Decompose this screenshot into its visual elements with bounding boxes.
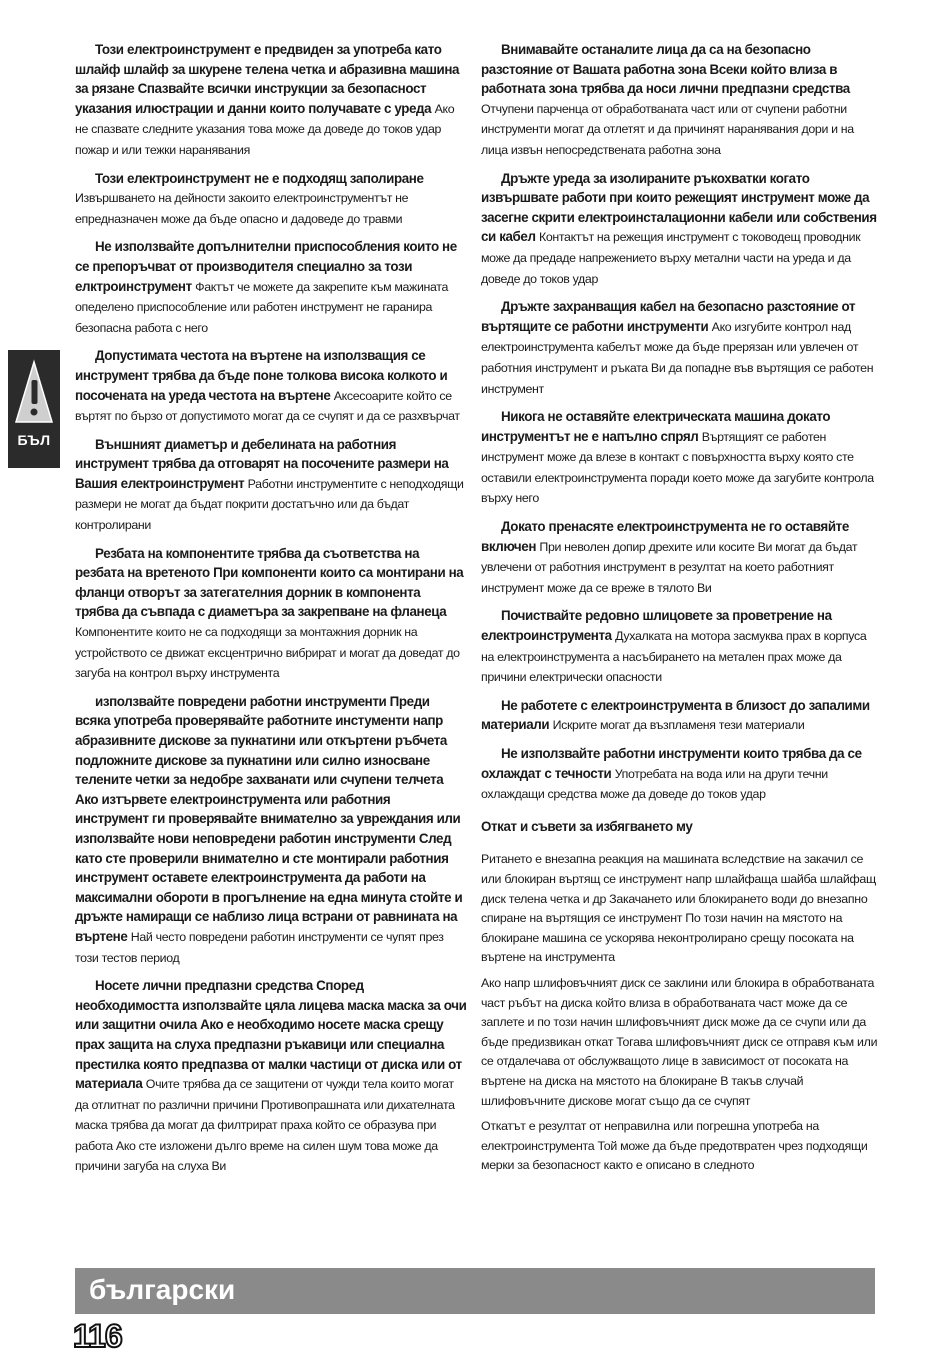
right-paragraph-8 [481,744,879,805]
paragraph-bold-text: Внимавайте останалите лица да са на безопасно разстояние от Вашата работна зона Всеки който влиза в работната зона трябва да носи лични предпазни средства [481,42,850,97]
right-paragraph-5 [481,517,879,598]
paragraph-bold-text: Този електроинструмент е предвиден за употреба като шлайф шлайф за шкурене телена четка и абразивна машина за рязане Спазвайте всички инструкции за безопасност указания илюстрации и данни които получавате с уреда [75,42,460,116]
right-paragraph-7 [481,696,879,736]
paragraph-normal-text: Въртящият се работен инструмент може да влезе в контакт с повърхността върху която сте оставили електроинструмента поради което може да загубите контрола върху него [481,429,874,506]
left-paragraph-5 [75,435,467,536]
right-paragraph-2 [481,169,879,290]
left-paragraph-7 [75,692,467,968]
plain-paragraph-3: Откатът е резултат от неправилна или погрешна употреба на електроинструмента Той може да бъде предотвратен чрез подходящи мерки за безопасност както е описано в следното [481,1119,868,1173]
left-paragraph-6 [75,544,467,684]
paragraph-normal-text: Аксесоарите който се въртят по бързо от допустимото могат да се счупят и да се разхвърчат [75,388,460,424]
paragraph-bold-text: използвайте повредени работни инструменти Преди всяка употреба проверявайте работните инстументи напр абразивните дискове за пукнатини или откъртени ръбчета подложните дискове за пукнатини или силно износване телените четки за недобре захванати или счупени телчета Ако изтървете електроинструмента или работния инструмент ги проверявайте внимателно за увреждания или използвайте нови неповредени работин инструменти След като сте проверили внимателно и сте монтирали работния инструмент оставете електроинструмента да работи на максимални обороти в прогълнение на една минута стойте и дръжте намиращи се наблизо лица встрани от равнината на въртене [75,693,463,944]
paragraph-bold-text: Почиствайте редовно шлицовете за проветрение на електроинструмента [481,608,832,644]
page-number: 116 [73,1318,122,1354]
paragraph-bold-text: Никога не оставяйте електрическата машина докато инструментът не е напълно спрял [481,409,831,444]
paragraph-bold-text: Външният диаметър и дебелината на работния инструмент трябва да отговарят на посочените размери на Вашия електроинструмент [75,436,449,491]
right-paragraph-1 [481,40,879,161]
paragraph-normal-text: Контактът на режещия инструмент с тоководещ проводник може да предаде напрежението върху метални части на уреда и да доведе до токов удар [481,230,861,286]
footer-language-bar [75,1268,875,1314]
paragraph-normal-text: Извършването на дейности закоито електроинструментът не епредназначен може да бъде опасно и дадоведе до травми [75,191,409,226]
left-paragraph-2 [75,169,467,230]
paragraph-normal-text: Ако изгубите контрол над електроинструмента кабелът може да бъде прерязан или увлечен от работния инструмент и ръката Ви да попадне във въртящия се работен инструмент [481,319,874,396]
section-heading: Откат и съвети за избягването му [481,818,693,834]
left-paragraph-8 [75,976,467,1177]
right-paragraph-3 [481,297,879,399]
paragraph-normal-text: Искрите могат да възпламеня тези материали [552,718,805,733]
paragraph-bold-text: Резбата на компонентите трябва да съответства на резбата на вретеното При компоненти които са монтирани на фланци отворът за затегателния дорник в компонента трябва да съвпада с диаметъра за закрепване на фланеца [75,545,464,620]
plain-paragraph-2: Ако напр шлифовъчният диск се заклини или блокира в обработваната част ръбът на диска който влиза в обработваната част може да се заплете и по този начин шлифовъчният диск може да се счупи или да бъде предизвикан откат Тогава шлифовъчният диск се отправя към или се отдалечава от обслужващото лице в зависимост от посоката на въртене на диска на мястото на блокиране В такъв случай шлифовъчните дискове могат също да се счупят [481,975,878,1108]
left-paragraph-1 [75,40,467,161]
paragraph-bold-text: Носете лични предпазни средства Според необходимостта използвайте цяла лицева маска маска за очи или защитни очила Ако е необходимо носете маска срещу прах защита на слуха предпазни ръкавици или специална престилка която предпазва от малки частици от диска или от материала [75,978,467,1092]
paragraph-bold-text: Допустимата честота на въртене на използващия се инструмент трябва да бъде поне толкова висока колкото и посочената на уреда честота на въртене [75,348,448,403]
left-column [75,40,467,1185]
warning-triangle-icon [12,356,56,428]
paragraph-bold-text: Не използвайте работни инструменти които трябва да се охлаждат с течности [481,746,862,781]
paragraph-normal-text: Работни инструментите с неподходящи размери не могат да бъдат покрити достатъчно или да бъдат контролирани [75,476,464,533]
language-code: БЪЛ [17,432,51,448]
paragraph-bold-text: Не работете с електроинструмента в близост до запалими материали [481,697,870,733]
plain-paragraph-1: Ритането е внезапна реакция на машината вследствие на закачил се или блокиран въртящ се инструмент напр шлайфаща шайба шлайфащ диск телена четка и др Закачането или блокирането води до внезапно спиране на въртящия се инструмент По този начин на мястото на блокиране машина се ускорява неконтролирано срещу посоката на въртене на инструмента [481,852,876,965]
left-paragraph-4 [75,346,467,426]
paragraph-bold-text: Този електроинструмент не е подходящ заполиране [95,170,424,186]
paragraph-normal-text: Духалката на мотора засмуква прах в корпуса на електроинструмента а насъбирането на метален прах може да причини електрически опасности [481,629,867,685]
paragraph-normal-text: Ако не спазвате следните указания това може да доведе до токов удар пожар и или тежки наранявания [75,101,455,157]
paragraph-bold-text: Дръжте уреда за изолираните ръкохватки когато извършвате работи при които режещият инструмент може да засегне скрити електроинсталационни кабели или собствения си кабел [481,170,877,245]
paragraph-normal-text: Фактът че можете да закрепите към мажината опеделено приспособление или работен инструмент не гаранира безопасна работа с него [75,279,449,335]
paragraph-bold-text: Не използвайте допълнителни приспособления които не се препоръчват от производителя специално за този елктроинструмент [75,239,457,294]
paragraph-normal-text: Отчупени парченца от обработваната част или от счупени работни инструменти могат да отлетят и да причинят наранявания дори и на лица извън непосредствената работна зона [481,101,854,157]
left-paragraph-3 [75,237,467,338]
language-side-tab [8,350,60,468]
right-paragraph-4 [481,407,879,509]
right-column [481,40,879,1182]
right-paragraph-6 [481,606,879,687]
paragraph-bold-text: Докато пренасяте електроинструмента не го оставяйте включен [481,519,849,554]
paragraph-bold-text: Дръжте захранващия кабел на безопасно разстояние от въртящите се работни инструменти [481,299,856,334]
footer-language-label: български [89,1274,236,1305]
paragraph-normal-text: Употребата на вода или на други течни охлаждащи средства може да доведе до токов удар [481,766,828,802]
paragraph-normal-text: Компонентите които не са подходящи за монтажния дорник на устройството се движат ексцентрично вибрират и могат да доведат до загуба на контрол върху инструмента [75,625,460,681]
paragraph-normal-text: Най често повредени работин инструменти се чупят през този тестов период [75,929,444,965]
paragraph-normal-text: Очите трябва да се защитени от чужди тела които могат да отлитнат по различни причини Противопрашната или дихателната маска трябва да могат да филтрират праха който се образува при работа Ако сте изложени дълго време на силен шум това може да причини загуба на слуха Ви [75,1077,455,1174]
paragraph-normal-text: При неволен допир дрехите или косите Ви могат да бъдат увлечени от работния инструмент в резултат на което работният инструмент може да се вреже в тялото Ви [481,539,858,595]
